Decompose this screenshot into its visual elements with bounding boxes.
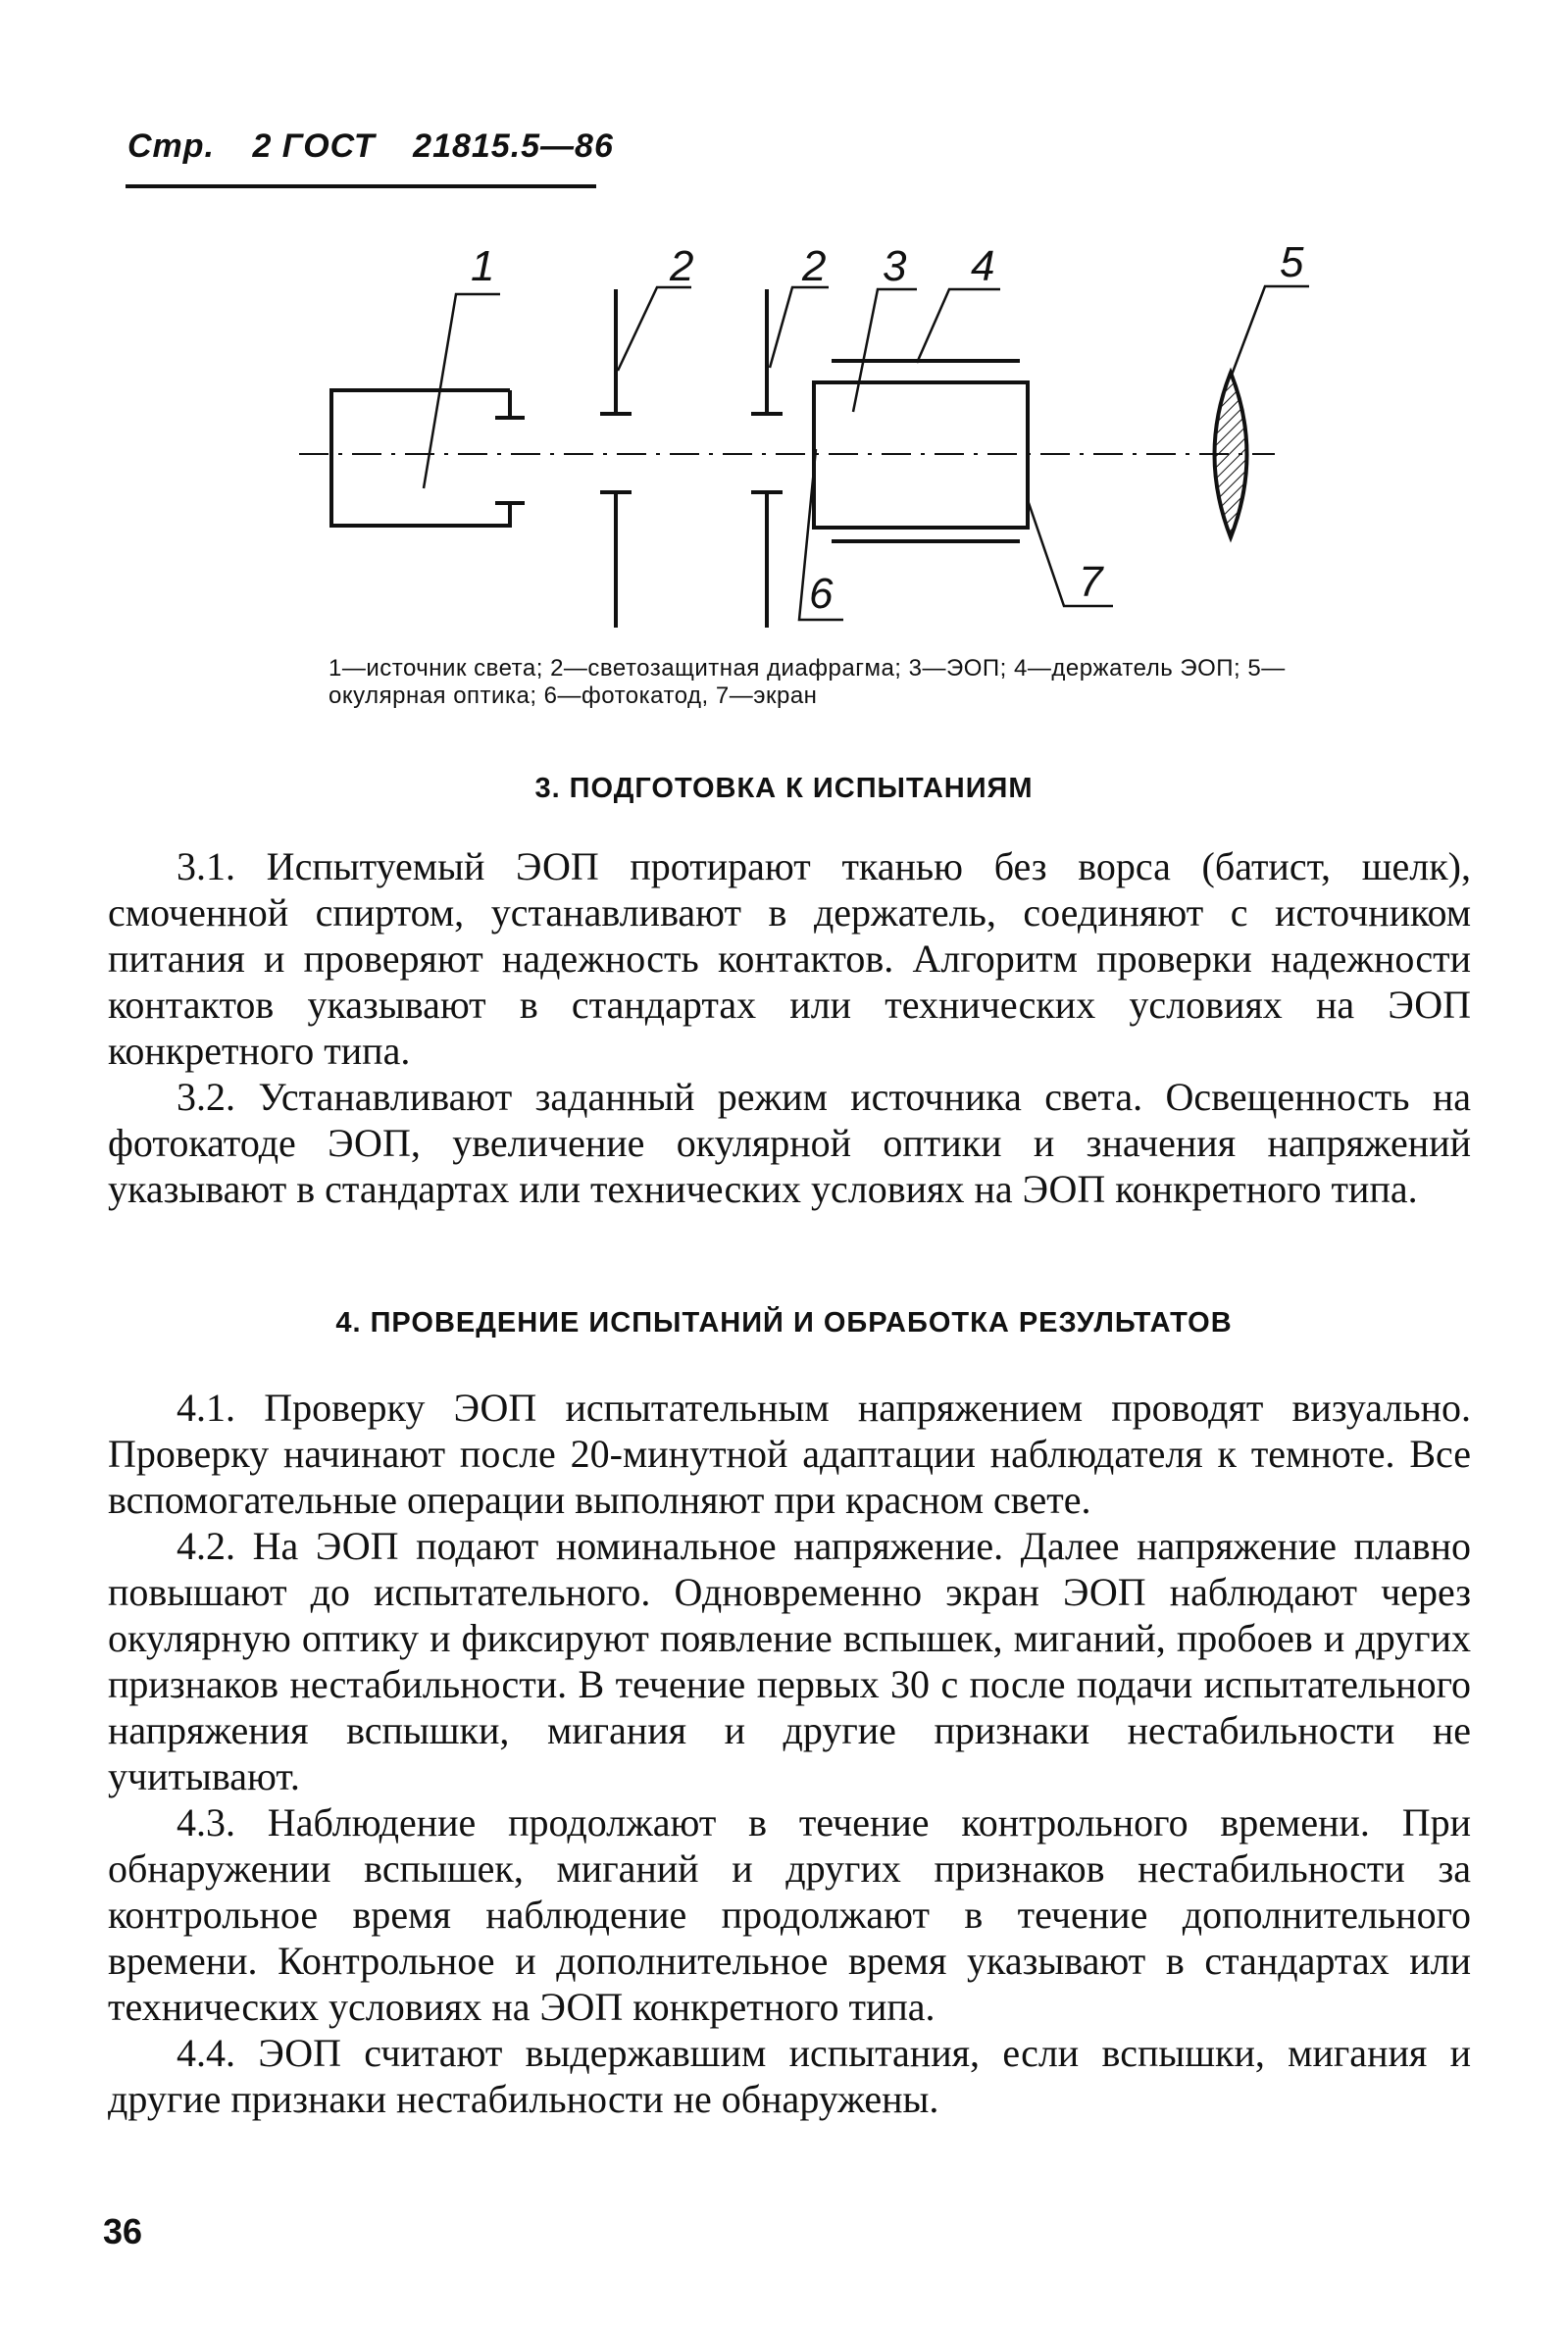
paragraph-3-1: 3.1. Испытуемый ЭОП протирают тканью без ворса (батист, шелк), смоченной спиртом, устанавливают в держатель, соединяют с источником питания и проверяют надежность контактов. Алгоритм проверки надежности контактов указывают в стандартах или технических условиях на ЭОП конкретного типа.: [108, 844, 1471, 1073]
light-source-shape: [331, 390, 510, 526]
section-4-body: [108, 1385, 1471, 2122]
paragraph-4-4: 4.4. ЭОП считают выдержавшим испытания, если вспышки, мигания и другие признаки нестабильности не обнаружены.: [108, 2031, 1471, 2121]
label-7: 7: [1079, 558, 1103, 606]
label-1: 1: [471, 242, 495, 290]
page-header: [127, 127, 641, 166]
paragraph-4-2: 4.2. На ЭОП подают номинальное напряжение. Далее напряжение плавно повышают до испытательного. Одновременно экран ЭОП наблюдают через окулярную оптику и фиксируют появление вспышек, миганий, пробоев и других признаков нестабильности. В течение первых 30 с после подачи испытательного напряжения вспышки, мигания и другие признаки нестабильности не учитывают.: [108, 1524, 1471, 1798]
section-3-body: [108, 843, 1471, 1212]
standard-number: 21815.5—86: [413, 127, 614, 165]
page-number: 36: [103, 2211, 143, 2251]
paragraph-3-2: 3.2. Устанавливают заданный режим источника света. Освещенность на фотокатоде ЭОП, увеличение окулярной оптики и значения напряжений указывают в стандартах или технических условиях на ЭОП конкретного типа.: [108, 1075, 1471, 1211]
section-4-title: 4. ПРОВЕДЕНИЕ ИСПЫТАНИЙ И ОБРАБОТКА РЕЗУЛЬТАТОВ: [335, 1307, 1233, 1339]
figure-caption: 1—источник света; 2—светозащитная диафрагма; 3—ЭОП; 4—держатель ЭОП; 5—окулярная оптика; 6—фотокатод, 7—экран: [329, 655, 1286, 709]
label-6: 6: [809, 570, 834, 618]
eyepiece-lens: [1215, 373, 1247, 537]
label-5: 5: [1280, 238, 1304, 286]
page-label: Стр.: [127, 127, 215, 165]
paragraph-4-1: 4.1. Проверку ЭОП испытательным напряжением проводят визуально. Проверку начинают после 20-минутной адаптации наблюдателя к темноте. Все вспомогательные операции выполняют при красном свете.: [108, 1386, 1471, 1522]
label-2a: 2: [670, 242, 694, 290]
paragraph-4-3: 4.3. Наблюдение продолжают в течение контрольного времени. При обнаружении вспышек, миганий и других признаков нестабильности за контрольное время наблюдение продолжают в течение дополнительного времени. Контрольное и дополнительное время указывают в стандартах или технических условиях на ЭОП конкретного типа.: [108, 1800, 1471, 2029]
test-setup-diagram: [0, 196, 1568, 647]
label-4: 4: [971, 242, 995, 290]
label-2b: 2: [802, 242, 827, 290]
standard-label: 2 ГОСТ: [252, 127, 376, 165]
label-3: 3: [883, 242, 907, 290]
section-3-title: 3. ПОДГОТОВКА К ИСПЫТАНИЯМ: [534, 773, 1034, 804]
diaphragm-1: [600, 289, 632, 628]
header-rule: [126, 184, 596, 188]
